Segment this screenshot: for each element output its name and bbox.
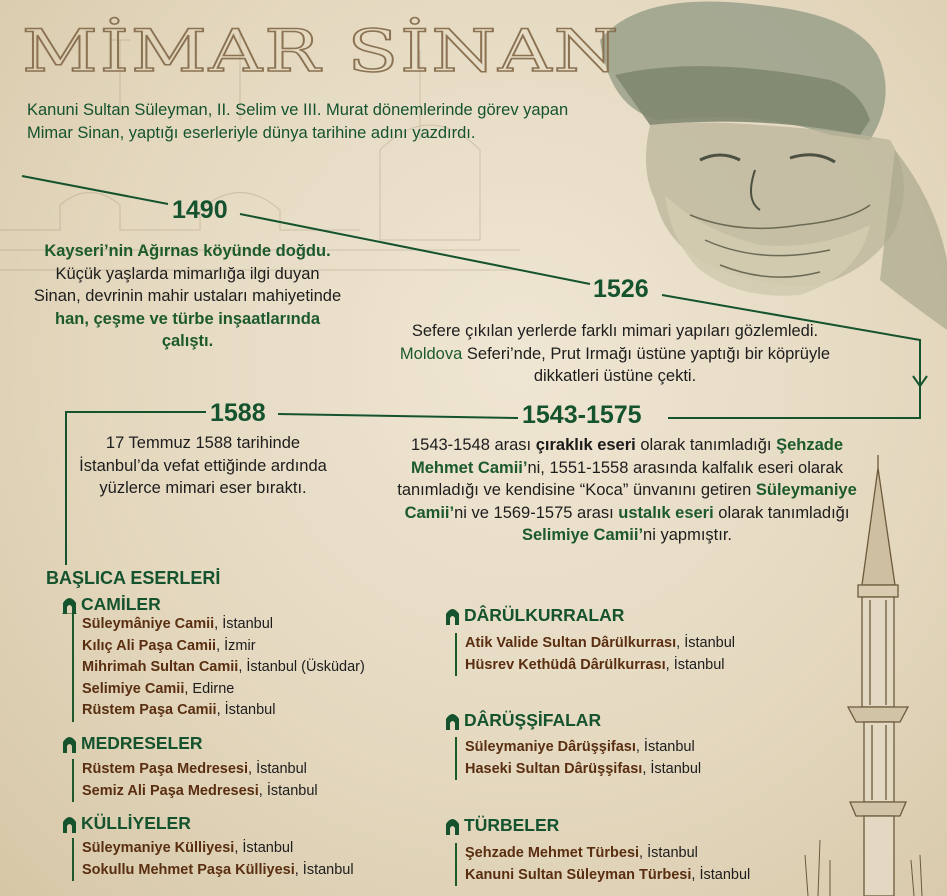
list-item: Hüsrev Kethüdâ Dârülkurrası, İstanbul bbox=[465, 656, 725, 673]
mosque-icon bbox=[62, 595, 77, 614]
page-title: MİMAR SİNAN bbox=[22, 18, 621, 86]
event-1490-highlight-2: han, çeşme ve türbe inşaatlarında çalıştı. bbox=[54, 309, 321, 350]
event-1526-highlight: Moldova bbox=[399, 344, 463, 363]
intro-text: Kanuni Sultan Süleyman, II. Selim ve III. Murat dönemlerinde görev yapan Mimar Sinan, yaptığı eserleriyle dünya tarihine adını yazdırdı. bbox=[27, 101, 569, 142]
list-darussifalar bbox=[455, 737, 701, 780]
list-item: Sokullu Mehmet Paşa Külliyesi, İstanbul bbox=[82, 861, 354, 878]
list-darulkurralar bbox=[455, 633, 735, 676]
category-label: DÂRÜŞŞİFALAR bbox=[464, 710, 602, 730]
event-text: olarak tanımladığı bbox=[635, 436, 777, 454]
list-item: Süleymaniye Külliyesi, İstanbul bbox=[82, 840, 294, 856]
event-text: ni yapmıştır. bbox=[643, 526, 732, 544]
event-1490-text: Küçük yaşlarda mimarlığa ilgi duyan Sinan, devrinin mahir ustaları mahiyetinde bbox=[33, 264, 342, 305]
works-heading: BAŞLICA ESERLERİ bbox=[46, 568, 221, 588]
list-medreseler bbox=[72, 759, 318, 802]
list-item: Süleymaniye Dârüşşifası, İstanbul bbox=[465, 739, 695, 755]
event-highlight: Şehzade Mehmet Camii’ bbox=[411, 436, 844, 477]
category-medreseler bbox=[62, 733, 203, 754]
mosque-icon bbox=[445, 711, 460, 730]
event-text: ni ve 1569-1575 arası bbox=[454, 503, 619, 522]
category-label: MEDRESELER bbox=[81, 733, 203, 753]
category-turbeler bbox=[445, 815, 559, 836]
category-label: CAMİLER bbox=[81, 594, 161, 614]
event-highlight: Süleymaniye Camii’ bbox=[404, 481, 857, 522]
list-item: Selimiye Camii, Edirne bbox=[82, 680, 235, 697]
list-item: Rüstem Paşa Medresesi, İstanbul bbox=[82, 761, 307, 777]
category-label: DÂRÜLKURRALAR bbox=[464, 605, 625, 625]
list-item: Semiz Ali Paşa Medresesi, İstanbul bbox=[82, 782, 318, 799]
list-item: Kılıç Ali Paşa Camii, İzmir bbox=[82, 637, 256, 654]
list-item: Mihrimah Sultan Camii, İstanbul (Üsküdar) bbox=[82, 659, 365, 675]
event-1490 bbox=[30, 240, 345, 353]
list-camiler bbox=[72, 614, 365, 722]
category-darussifalar bbox=[445, 710, 601, 731]
event-1490-highlight: Kayseri’nin Ağırnas köyünde doğdu. bbox=[44, 242, 331, 260]
list-item: Atik Valide Sultan Dârülkurrası, İstanbul bbox=[465, 635, 735, 651]
list-kulliyeler bbox=[72, 838, 354, 881]
event-1588: 17 Temmuz 1588 tarihinde İstanbul’da vefat ettiğinde ardında yüzlerce mimari eser bıraktı. bbox=[79, 434, 327, 497]
year-1490: 1490 bbox=[172, 196, 228, 224]
mosque-icon bbox=[62, 734, 77, 753]
event-1526-text-2: Seferi’nde, Prut Irmağı üstüne yaptığı bir köprüyle dikkatleri üstüne çekti. bbox=[462, 344, 831, 385]
category-darulkurralar bbox=[445, 605, 624, 626]
year-1526: 1526 bbox=[593, 275, 649, 303]
category-label: TÜRBELER bbox=[464, 815, 560, 835]
category-camiler bbox=[62, 594, 161, 615]
list-turbeler bbox=[455, 843, 750, 886]
list-item: Rüstem Paşa Camii, İstanbul bbox=[82, 702, 276, 718]
category-label: KÜLLİYELER bbox=[81, 813, 191, 833]
year-1588: 1588 bbox=[210, 399, 266, 427]
event-1526 bbox=[390, 320, 840, 388]
mosque-icon bbox=[445, 816, 460, 835]
event-highlight: Selimiye Camii’ bbox=[521, 526, 644, 544]
event-text: ni, 1551-1558 arasında kalfalık eseri olarak tanımladığı ve kendisine “Koca” ünvanını getiren bbox=[397, 458, 843, 499]
event-highlight: çıraklık eseri bbox=[535, 436, 636, 454]
event-text: 1543-1548 arası bbox=[410, 436, 536, 454]
category-kulliyeler bbox=[62, 813, 191, 834]
list-item: Haseki Sultan Dârüşşifası, İstanbul bbox=[465, 760, 702, 777]
year-1543-1575: 1543-1575 bbox=[522, 401, 642, 429]
list-item: Süleymâniye Camii, İstanbul bbox=[82, 616, 274, 632]
mosque-icon bbox=[62, 814, 77, 833]
event-1543-1575 bbox=[392, 434, 862, 547]
event-text: olarak tanımladığı bbox=[713, 503, 850, 522]
mosque-icon bbox=[445, 606, 460, 625]
event-highlight: ustalık eseri bbox=[618, 503, 714, 522]
event-1526-text: Sefere çıkılan yerlerde farklı mimari yapıları gözlemledi. bbox=[411, 322, 819, 340]
list-item: Şehzade Mehmet Türbesi, İstanbul bbox=[465, 845, 698, 861]
list-item: Kanuni Sultan Süleyman Türbesi, İstanbul bbox=[465, 866, 751, 883]
